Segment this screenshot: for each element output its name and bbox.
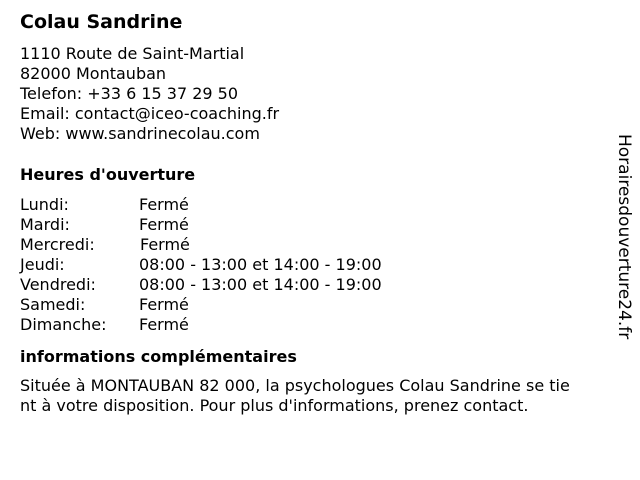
hours-row-jeudi — [20, 255, 600, 275]
info-line: nt à votre disposition. Pour plus d'informations, prenez contact. — [20, 396, 529, 415]
contact-block — [20, 44, 600, 144]
hours-heading: Heures d'ouverture — [20, 165, 196, 184]
hours-day-value: Fermé — [139, 215, 189, 234]
hours-row-samedi — [20, 295, 600, 315]
hours-row-mercredi — [20, 235, 600, 255]
email-text: Email: contact@iceo-coaching.fr — [20, 104, 280, 123]
hours-row-mardi — [20, 215, 600, 235]
business-card — [20, 0, 600, 416]
hours-day-label: Samedi: — [20, 295, 86, 314]
address-city: 82000 Montauban — [20, 64, 167, 83]
hours-day-value: Fermé — [139, 195, 189, 214]
hours-day-value: 08:00 - 13:00 et 14:00 - 19:00 — [139, 255, 382, 274]
business-name: Colau Sandrine — [20, 11, 183, 33]
hours-day-label: Dimanche: — [20, 315, 107, 334]
hours-day-value: Fermé — [140, 235, 190, 254]
hours-day-label: Lundi: — [20, 195, 69, 214]
info-line: Située à MONTAUBAN 82 000, la psychologues Colau Sandrine se tie — [20, 376, 570, 395]
address-street: 1110 Route de Saint-Martial — [20, 44, 245, 63]
opening-hours-list — [20, 195, 600, 335]
site-watermark: Horairesdouverture24.fr — [614, 134, 634, 340]
phone-text: Telefon: +33 6 15 37 29 50 — [20, 84, 239, 103]
hours-day-label: Mardi: — [20, 215, 70, 234]
hours-day-value: Fermé — [139, 295, 189, 314]
hours-day-label: Mercredi: — [20, 235, 95, 254]
hours-row-dimanche — [20, 315, 600, 335]
hours-day-value: Fermé — [139, 315, 189, 334]
hours-day-label: Jeudi: — [20, 255, 65, 274]
hours-row-vendredi — [20, 275, 600, 295]
web-text: Web: www.sandrinecolau.com — [20, 124, 260, 143]
info-paragraph — [20, 376, 580, 416]
hours-day-label: Vendredi: — [20, 275, 96, 294]
info-heading: informations complémentaires — [20, 347, 297, 366]
hours-row-lundi — [20, 195, 600, 215]
hours-day-value: 08:00 - 13:00 et 14:00 - 19:00 — [139, 275, 382, 294]
